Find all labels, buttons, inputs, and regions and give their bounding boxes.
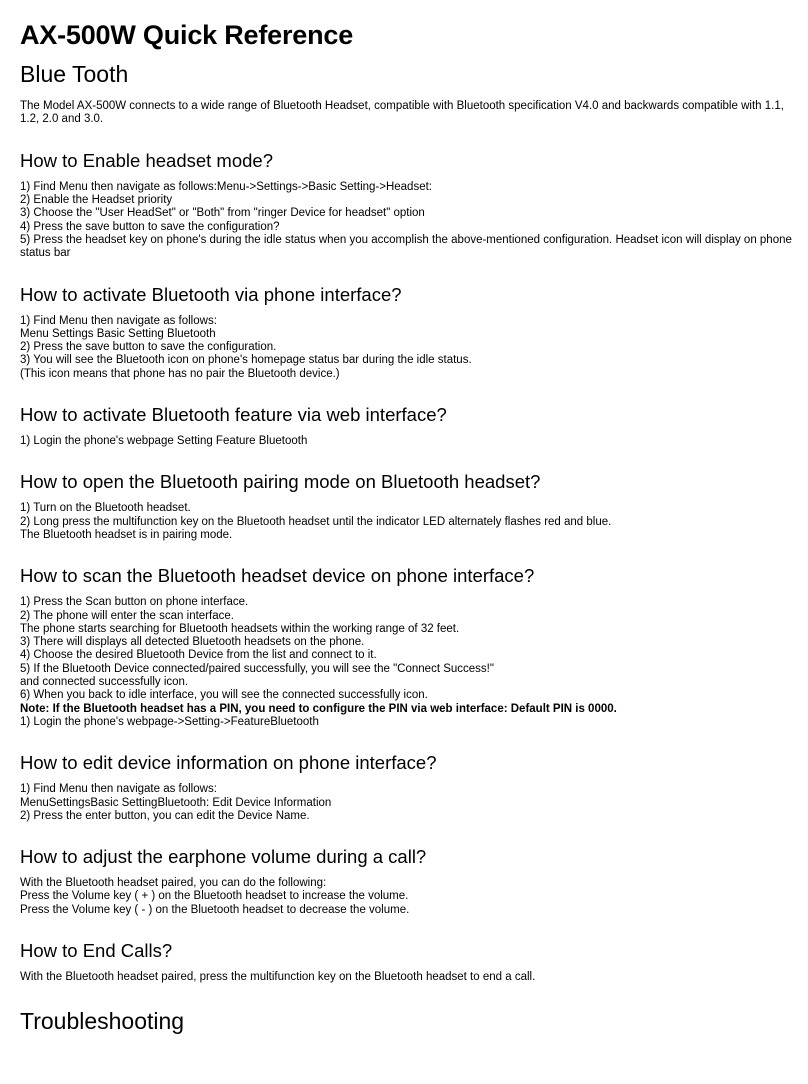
section-heading: How to Enable headset mode? bbox=[20, 149, 274, 171]
section-body bbox=[20, 783, 796, 823]
body-line: With the Bluetooth headset paired, you can do the following: bbox=[20, 877, 327, 890]
section-body bbox=[20, 596, 796, 729]
body-line: 1) Find Menu then navigate as follows:Menu->Settings->Basic Setting->Headset: bbox=[20, 180, 432, 193]
body-line: and connected successfully icon. bbox=[20, 676, 189, 689]
body-line: 1) Turn on the Bluetooth headset. bbox=[20, 502, 191, 515]
body-line: 3) There will displays all detected Bluetooth headsets on the phone. bbox=[20, 636, 365, 649]
body-line: The phone starts searching for Bluetooth headsets within the working range of 32 feet. bbox=[20, 622, 460, 635]
body-line: 1) Login the phone's webpage->Setting->FeatureBluetooth bbox=[20, 715, 319, 728]
body-line: 6) When you back to idle interface, you will see the connected successfully icon. bbox=[20, 689, 428, 702]
troubleshooting-heading: Troubleshooting bbox=[20, 1008, 185, 1035]
section-heading: How to End Calls? bbox=[20, 940, 173, 962]
body-line: 4) Press the save button to save the configuration? bbox=[20, 220, 280, 233]
bluetooth-heading: Blue Tooth bbox=[20, 61, 129, 87]
body-line: 2) Enable the Headset priority bbox=[20, 194, 173, 207]
body-line: 3) Choose the "User HeadSet" or "Both" from "ringer Device for headset" option bbox=[20, 207, 425, 220]
body-line: 1) Press the Scan button on phone interface. bbox=[20, 596, 249, 609]
body-line: 1) Find Menu then navigate as follows: bbox=[20, 314, 217, 327]
body-line: 5) If the Bluetooth Device connected/paired successfully, you will see the "Connect Success!" bbox=[20, 662, 494, 675]
body-line: The Bluetooth headset is in pairing mode. bbox=[20, 528, 233, 541]
body-line: 2) Long press the multifunction key on the Bluetooth headset until the indicator LED alternately flashes red and blue. bbox=[20, 515, 612, 528]
body-line: MenuSettingsBasic SettingBluetooth: Edit Device Information bbox=[20, 796, 332, 809]
sections-container bbox=[20, 150, 796, 985]
document-title: AX-500W Quick Reference bbox=[20, 20, 354, 50]
section-body bbox=[20, 877, 796, 917]
body-line: Press the Volume key ( + ) on the Bluetooth headset to increase the volume. bbox=[20, 890, 409, 903]
body-line: 2) Press the save button to save the configuration. bbox=[20, 341, 277, 354]
section-body bbox=[20, 315, 796, 381]
body-line: 1) Find Menu then navigate as follows: bbox=[20, 783, 217, 796]
section-heading: How to adjust the earphone volume during a call? bbox=[20, 846, 427, 868]
body-line: Menu Settings Basic Setting Bluetooth bbox=[20, 327, 216, 340]
body-line: 3) You will see the Bluetooth icon on phone's homepage status bar during the idle status. bbox=[20, 354, 472, 367]
body-line: 5) Press the headset key on phone's during the idle status when you accomplish the above-mentioned configuration. Headset icon will display on phone status bar bbox=[20, 234, 792, 260]
body-line: 4) Choose the desired Bluetooth Device from the list and connect to it. bbox=[20, 649, 377, 662]
note-line: Note: If the Bluetooth headset has a PIN, you need to configure the PIN via web interface: Default PIN is 0000. bbox=[20, 702, 617, 715]
section-body bbox=[20, 971, 796, 984]
section-body bbox=[20, 435, 796, 448]
section-heading: How to activate Bluetooth via phone interface? bbox=[20, 283, 402, 305]
bluetooth-intro: The Model AX-500W connects to a wide range of Bluetooth Headset, compatible with Bluetooth specification V4.0 and backwards compatible with 1.1, 1.2, 2.0 and 3.0. bbox=[20, 100, 784, 126]
body-line: Press the Volume key ( - ) on the Bluetooth headset to decrease the volume. bbox=[20, 903, 410, 916]
section-body bbox=[20, 181, 796, 261]
body-line: (This icon means that phone has no pair the Bluetooth device.) bbox=[20, 367, 340, 380]
body-line: 1) Login the phone's webpage Setting Feature Bluetooth bbox=[20, 435, 308, 448]
body-line: 2) Press the enter button, you can edit the Device Name. bbox=[20, 809, 310, 822]
section-heading: How to edit device information on phone interface? bbox=[20, 752, 437, 774]
body-line: With the Bluetooth headset paired, press the multifunction key on the Bluetooth headset to end a call. bbox=[20, 971, 536, 984]
section-heading: How to scan the Bluetooth headset device on phone interface? bbox=[20, 565, 535, 587]
section-heading: How to open the Bluetooth pairing mode on Bluetooth headset? bbox=[20, 471, 541, 493]
section-body bbox=[20, 502, 796, 542]
body-line: 2) The phone will enter the scan interface. bbox=[20, 609, 234, 622]
section-heading: How to activate Bluetooth feature via web interface? bbox=[20, 404, 447, 426]
